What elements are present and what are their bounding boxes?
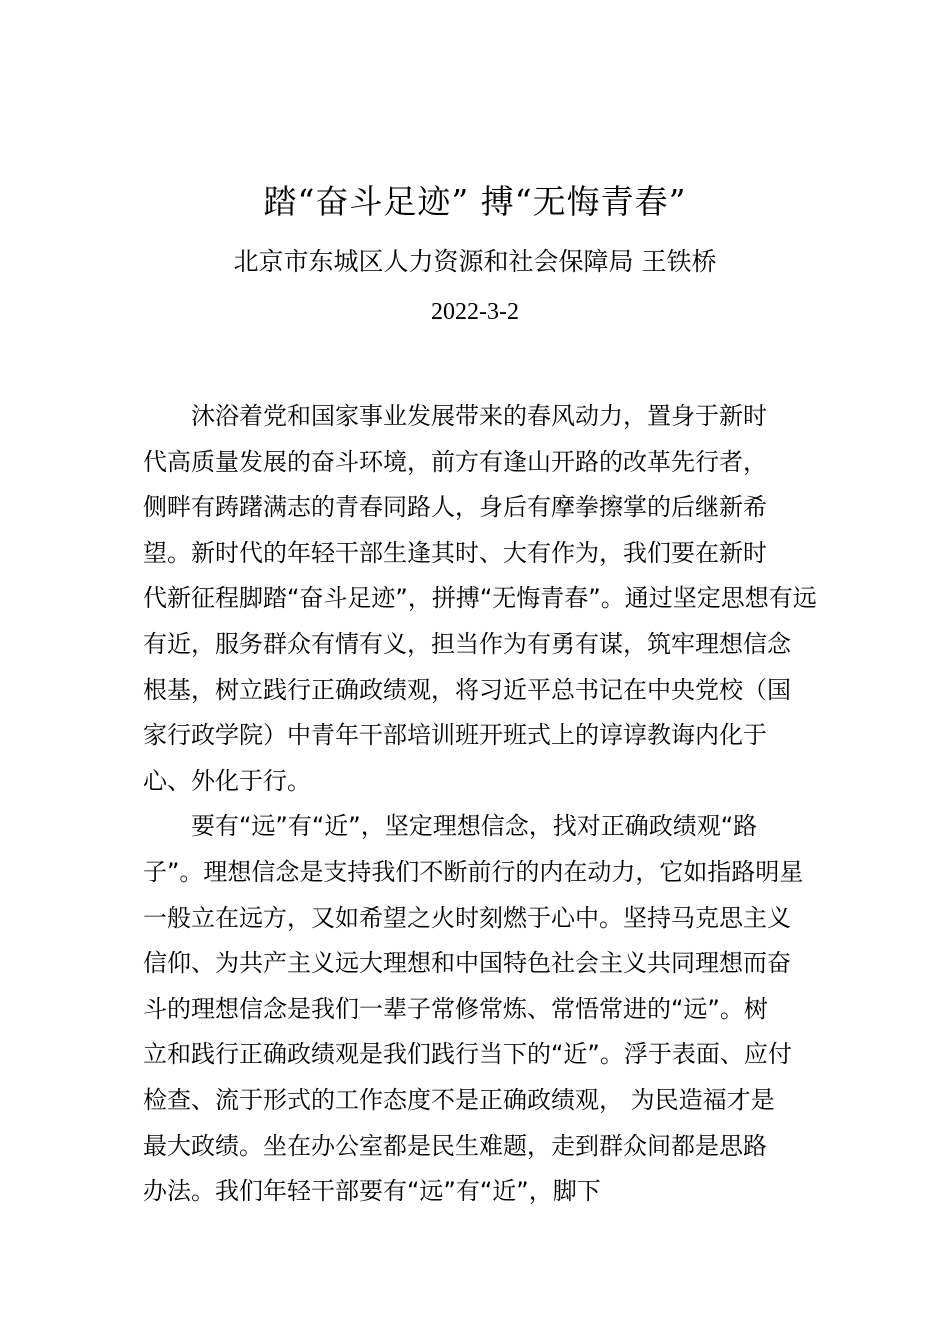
text-line: 家行政学院）中青年干部培训班开班式上的谆谆教诲内化于 [143,721,767,750]
text-line: 检查、流于形式的工作态度不是正确政绩观， 为民造福才是 [143,1085,775,1114]
text-line: 心、外化于行。 [143,766,311,795]
text-line: 一般立在远方，又如希望之火时刻燃于心中。坚持马克思主义 [143,903,791,932]
text-line: 斗的理想信念是我们一辈子常修常炼、常悟常进的“远”。树 [143,994,768,1023]
text-line: 立和践行正确政绩观是我们践行当下的“近”。浮于表面、应付 [143,1040,792,1069]
text-line: 望。新时代的年轻干部生逢其时、大有作为，我们要在新时 [143,538,767,567]
document-date: 2022-3-2 [431,299,519,325]
text-line: 侧畔有踌躇满志的青春同路人，身后有摩拳擦掌的后继新希 [143,493,767,522]
text-line: 代新征程脚踏“奋斗足迹”，拼搏“无悔青春”。通过坚定思想有远 [143,584,817,613]
text-line: 根基，树立践行正确政绩观，将习近平总书记在中央党校（国 [143,675,791,704]
author-line: 北京市东城区人力资源和社会保障局 王铁桥 [233,247,717,276]
text-line: 办法。我们年轻干部要有“远”有“近”，脚下 [143,1177,601,1206]
body-text [143,394,823,1215]
text-line: 子”。理想信念是支持我们不断前行的内在动力，它如指路明星 [143,857,804,886]
document-title: 踏“奋斗足迹” 搏“无悔青春” [263,182,687,221]
text-line: 要有“远”有“近”，坚定理想信念，找对正确政绩观“路 [191,812,758,841]
text-line: 代高质量发展的奋斗环境，前方有逢山开路的改革先行者， [143,447,767,476]
text-line: 沐浴着党和国家事业发展带来的春风动力，置身于新时 [191,402,767,430]
text-line: 信仰、为共产主义远大理想和中国特色社会主义共同理想而奋 [143,949,791,978]
text-line: 最大政绩。坐在办公室都是民生难题，走到群众间都是思路 [143,1131,767,1160]
text-line: 有近，服务群众有情有义，担当作为有勇有谋，筑牢理想信念 [143,629,791,658]
